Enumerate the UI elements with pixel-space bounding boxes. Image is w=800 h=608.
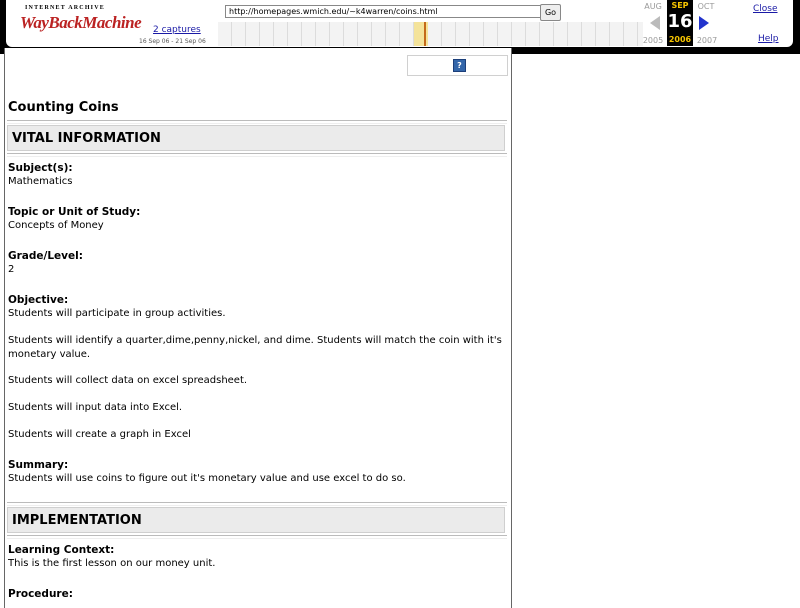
objective-item: Students will participate in group activities. (8, 308, 226, 319)
topic-label: Topic or Unit of Study: (8, 206, 141, 218)
next-year-label: 2007 (696, 36, 718, 45)
learning-context-value: This is the first lesson on our money unit. (8, 558, 216, 569)
url-input[interactable]: http://homepages.wmich.edu/~k4warren/coins.html (225, 5, 541, 18)
section-divider (7, 120, 507, 124)
page-title: Counting Coins (8, 100, 119, 115)
learning-context-label: Learning Context: (8, 544, 115, 556)
captures-range: 16 Sep 06 - 21 Sep 06 (139, 38, 206, 45)
grade-value: 2 (8, 264, 15, 275)
objective-item: Students will create a graph in Excel (8, 429, 191, 440)
current-year-label: 2006 (668, 35, 692, 44)
wayback-logo[interactable] (20, 5, 142, 41)
close-link[interactable]: Close (753, 4, 778, 14)
prev-month-label: AUG (644, 2, 662, 11)
help-link[interactable]: Help (758, 34, 779, 44)
next-capture-arrow-icon[interactable] (699, 16, 709, 30)
objective-item: Students will collect data on excel spreadsheet. (8, 375, 248, 386)
objective-item: Students will identify a quarter,dime,penny,nickel, and dime. Students will match the coin with it's monetary value. (8, 335, 502, 360)
captures-link[interactable]: 2 captures (153, 25, 201, 35)
prev-year-label: 2005 (642, 36, 664, 45)
vital-information-header: VITAL INFORMATION (7, 125, 505, 151)
wayback-logo-main: WayBackMachine (20, 13, 142, 32)
procedure-label: Procedure: (8, 588, 73, 600)
objective-label: Objective: (8, 294, 69, 306)
subjects-label: Subject(s): (8, 162, 73, 174)
section-divider (7, 153, 507, 157)
summary-label: Summary: (8, 459, 69, 471)
timeline-capture-marker[interactable] (424, 22, 426, 46)
previous-capture-arrow-icon[interactable] (650, 16, 660, 30)
current-capture-date (667, 0, 693, 46)
implementation-header: IMPLEMENTATION (7, 507, 505, 533)
capture-timeline[interactable] (218, 22, 643, 46)
lesson-content (4, 48, 512, 608)
current-day: 16 (667, 11, 693, 32)
objective-item: Students will input data into Excel. (8, 402, 183, 413)
section-divider (7, 502, 507, 506)
grade-label: Grade/Level: (8, 250, 83, 262)
go-button[interactable]: Go (540, 4, 561, 21)
section-divider (7, 535, 507, 539)
help-box (407, 55, 508, 76)
subjects-value: Mathematics (8, 176, 73, 187)
next-month-label: OCT (697, 2, 715, 11)
current-month-label: SEP (671, 1, 689, 10)
topic-value: Concepts of Money (8, 220, 104, 231)
summary-value: Students will use coins to figure out it's monetary value and use excel to do so. (8, 473, 406, 484)
wayback-toolbar (0, 0, 800, 54)
help-question-icon[interactable]: ? (453, 59, 466, 72)
wayback-logo-top: INTERNET ARCHIVE (25, 5, 105, 11)
